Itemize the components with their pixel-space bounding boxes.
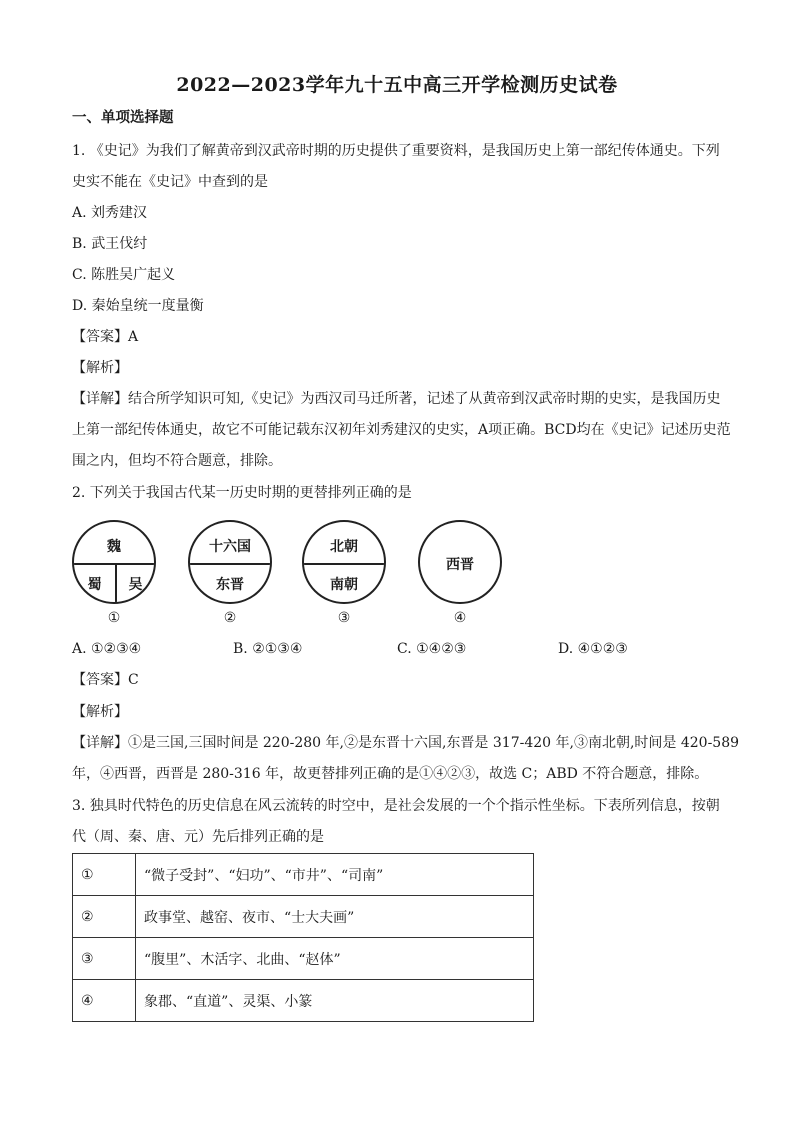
q2-detail-line1: 【详解】①是三国,三国时间是 220-280 年,②是东晋十六国,东晋是 317-420 年,③南北朝,时间是 420-589: [72, 735, 740, 751]
table-cell-content: “腹里”、木活字、北曲、“赵体”: [136, 938, 534, 980]
circle-label: 魏: [107, 539, 121, 555]
q2-option-b: B. ②①③④: [233, 641, 303, 657]
circle-divider: [304, 563, 384, 565]
circle-three-kingdoms: [72, 520, 156, 604]
q2-option-c: C. ①④②③: [397, 641, 467, 657]
q1-stem-line1: 1. 《史记》为我们了解黄帝到汉武帝时期的历史提供了重要资料，是我国历史上第一部纪传体通史。下列: [72, 143, 720, 159]
q2-detail-line2: 年，④西晋，西晋是 280-316 年，故更替排列正确的是①④②③，故选 C；ABD 不符合题意，排除。: [72, 766, 709, 782]
circle-northern-southern: [302, 520, 386, 604]
q1-answer: 【答案】A: [72, 329, 139, 345]
table-cell-content: “微子受封”、“妇功”、“市井”、“司南”: [136, 854, 534, 896]
circle-eastern-jin: [188, 520, 272, 604]
q1-option-d: D. 秦始皇统一度量衡: [72, 298, 204, 314]
circle-label: 东晋: [216, 577, 244, 593]
q3-stem-line2: 代（周、秦、唐、元）先后排列正确的是: [72, 829, 324, 845]
q1-detail-line3: 围之内，但均不符合题意，排除。: [72, 453, 282, 469]
q1-option-c: C. 陈胜吴广起义: [72, 267, 176, 283]
circle-divider: [74, 563, 154, 565]
q1-option-b: B. 武王伐纣: [72, 236, 148, 252]
table-row: [73, 938, 534, 980]
circle-label: 北朝: [330, 539, 358, 555]
q2-option-d: D. ④①②③: [558, 641, 628, 657]
table-row: [73, 980, 534, 1022]
circle-number: ④: [453, 610, 467, 626]
q2-analysis-label: 【解析】: [72, 704, 128, 720]
q2-answer: 【答案】C: [72, 672, 139, 688]
table-cell-content: 象郡、“直道”、灵渠、小篆: [136, 980, 534, 1022]
page-title: 2022—2023学年九十五中高三开学检测历史试卷: [176, 74, 618, 96]
q2-circle-diagram: [72, 520, 532, 630]
table-row: [73, 896, 534, 938]
circle-number: ②: [223, 610, 237, 626]
table-cell-num: ④: [73, 980, 136, 1022]
q1-detail-line1: 【详解】结合所学知识可知,《史记》为西汉司马迁所著，记述了从黄帝到汉武帝时期的史实，是我国历史: [72, 391, 721, 407]
table-cell-num: ①: [73, 854, 136, 896]
q2-option-a: A. ①②③④: [72, 641, 142, 657]
table-row: [73, 854, 534, 896]
table-cell-num: ②: [73, 896, 136, 938]
q1-detail-line2: 上第一部纪传体通史，故它不可能记载东汉初年刘秀建汉的史实，A项正确。BCD均在《史记》记述历史范: [72, 422, 731, 438]
table-cell-content: 政事堂、越窑、夜市、“士大夫画”: [136, 896, 534, 938]
circle-label: 西晋: [446, 557, 474, 573]
section-heading: 一、单项选择题: [72, 109, 174, 126]
circle-label: 蜀: [87, 577, 102, 593]
table-cell-num: ③: [73, 938, 136, 980]
circle-label: 十六国: [209, 539, 251, 555]
circle-label: 吴: [128, 577, 143, 593]
q1-stem-line2: 史实不能在《史记》中查到的是: [72, 174, 268, 190]
circle-divider: [190, 563, 270, 565]
q3-stem-line1: 3. 独具时代特色的历史信息在风云流转的时空中，是社会发展的一个个指示性坐标。下表所列信息，按朝: [72, 798, 720, 814]
q2-stem: 2. 下列关于我国古代某一历史时期的更替排列正确的是: [72, 485, 412, 501]
q1-option-a: A. 刘秀建汉: [72, 205, 148, 221]
circle-label: 南朝: [330, 577, 358, 593]
q3-info-table: [72, 853, 534, 1022]
circle-number: ①: [107, 610, 121, 626]
circle-western-jin: [418, 520, 502, 604]
q1-analysis-label: 【解析】: [72, 360, 128, 376]
circle-number: ③: [337, 610, 351, 626]
